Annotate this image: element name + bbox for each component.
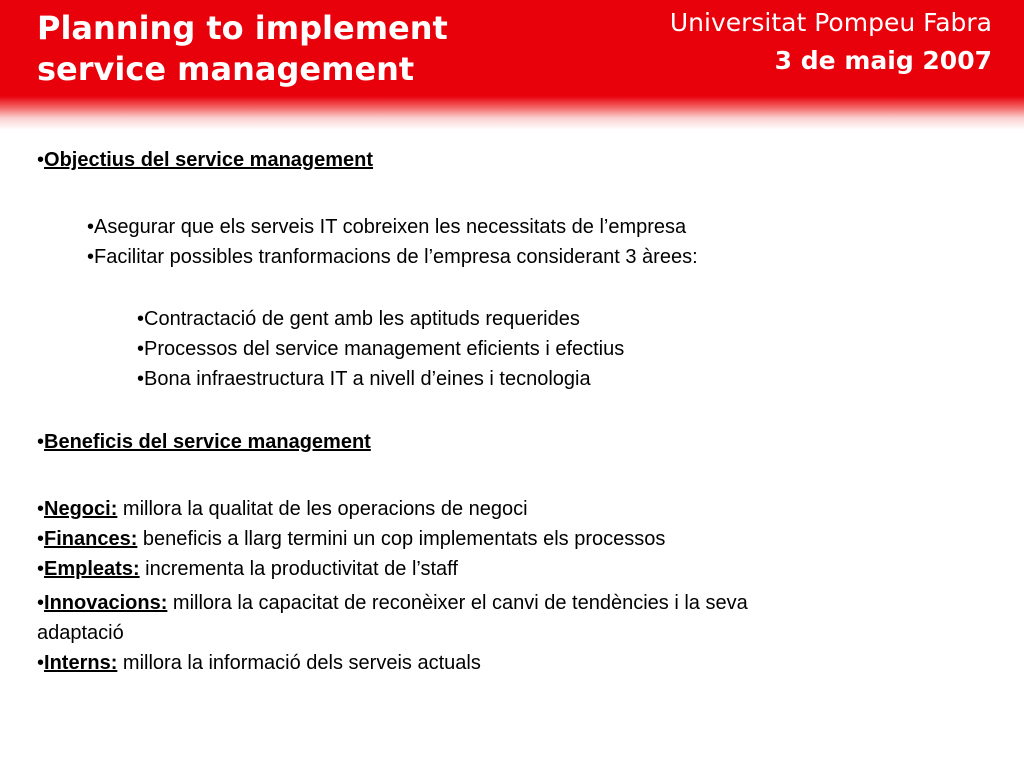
section-heading-beneficis: Beneficis del service management	[44, 431, 371, 453]
benefit-item	[37, 494, 528, 524]
benefit-term: Negoci:	[44, 498, 118, 520]
bullet-marker: •	[87, 216, 95, 238]
bullet-marker: •	[137, 308, 145, 330]
benefit-continuation	[37, 618, 124, 648]
benefit-item	[37, 524, 665, 554]
bullet-marker: •	[37, 149, 45, 171]
benefit-term: Interns:	[44, 652, 118, 674]
area-item	[137, 334, 624, 364]
bullet-marker: •	[137, 338, 145, 360]
benefit-text: beneficis a llarg termini un cop implementats els processos	[137, 528, 666, 550]
bullet-marker: •	[37, 652, 45, 674]
benefit-item	[37, 588, 748, 618]
objectiu-item	[87, 212, 686, 242]
area-text: Contractació de gent amb les aptituds requerides	[144, 308, 580, 330]
header-info	[670, 4, 992, 80]
section-objectius	[37, 145, 373, 175]
area-text: Processos del service management eficients i efectius	[144, 338, 625, 360]
benefit-text: millora la capacitat de reconèixer el canvi de tendències i la seva	[167, 592, 748, 614]
bullet-marker: •	[37, 558, 45, 580]
bullet-marker: •	[37, 592, 45, 614]
benefit-item	[37, 648, 481, 678]
objectiu-text: Asegurar que els serveis IT cobreixen les necessitats de l’empresa	[94, 216, 687, 238]
benefit-item	[37, 554, 458, 584]
slide-title-line1: Planning to implement	[37, 9, 448, 47]
objectiu-item	[87, 242, 698, 272]
slide-title-line2: service management	[37, 50, 415, 88]
section-heading-objectius: Objectius del service management	[44, 149, 374, 171]
institution-name: Universitat Pompeu Fabra	[669, 8, 992, 37]
benefit-term: Innovacions:	[44, 592, 168, 614]
slide-title	[37, 8, 557, 90]
area-text: Bona infraestructura IT a nivell d’eines i tecnologia	[144, 368, 591, 390]
area-item	[137, 304, 580, 334]
bullet-marker: •	[37, 528, 45, 550]
benefit-text: incrementa la productivitat de l’staff	[139, 558, 458, 580]
presentation-date: 3 de maig 2007	[774, 46, 992, 75]
section-beneficis	[37, 427, 371, 457]
bullet-marker: •	[37, 498, 45, 520]
bullet-marker: •	[87, 246, 95, 268]
benefit-text: millora la qualitat de les operacions de negoci	[117, 498, 528, 520]
objectiu-text: Facilitar possibles tranformacions de l’empresa considerant 3 àrees:	[94, 246, 698, 268]
benefit-text: millora la informació dels serveis actuals	[117, 652, 481, 674]
area-item	[137, 364, 591, 394]
bullet-marker: •	[37, 431, 45, 453]
benefit-term: Finances:	[44, 528, 138, 550]
bullet-marker: •	[137, 368, 145, 390]
benefit-continuation-text: adaptació	[37, 622, 124, 644]
benefit-term: Empleats:	[44, 558, 140, 580]
